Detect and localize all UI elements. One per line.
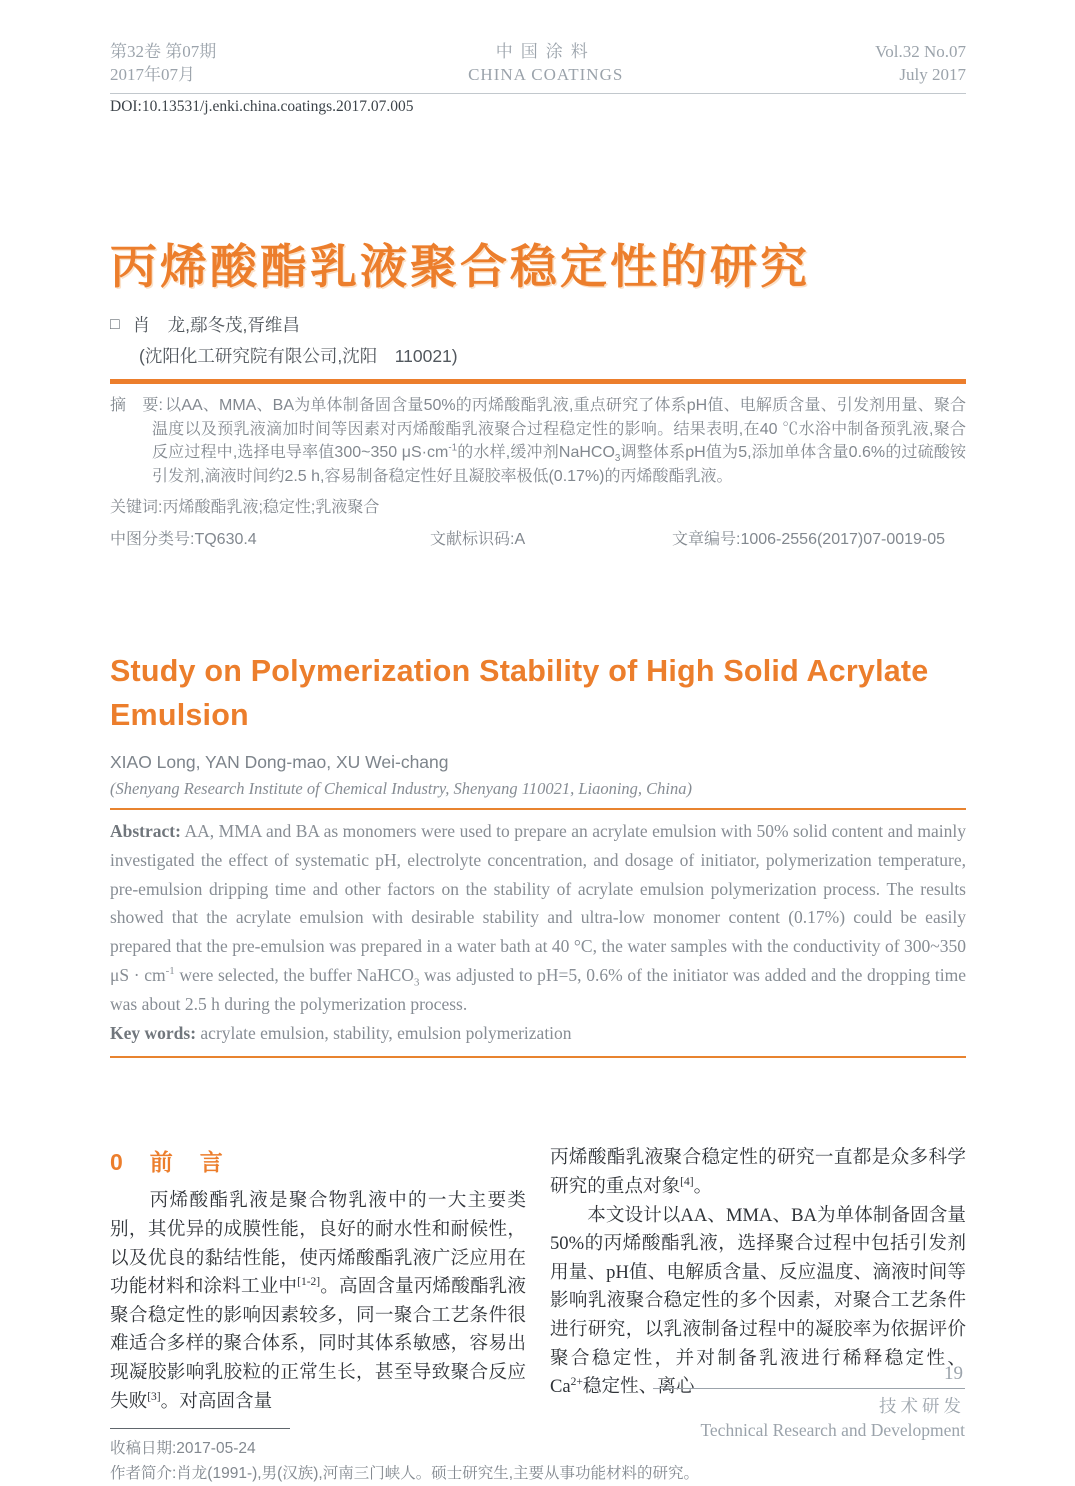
abstract-en <box>110 817 966 1019</box>
keywords-en-text: acrylate emulsion, stability, emulsion polymerization <box>196 1022 572 1043</box>
article-id: 文章编号:1006-2556(2017)07-0019-05 <box>672 531 946 548</box>
page-footer <box>645 1363 965 1441</box>
article-title-en: Study on Polymerization Stability of High Solid Acrylate Emulsion <box>110 654 929 732</box>
orange-divider-bottom <box>110 1056 966 1058</box>
header-volume-issue <box>110 40 216 86</box>
footer-divider <box>653 1388 965 1389</box>
section-heading-0: 0 前 言 <box>110 1149 225 1176</box>
author-bio: 作者简介:肖龙(1991-),男(汉族),河南三门峡人。硕士研究生,主要从事功能材料的研究。 <box>110 1465 700 1483</box>
footnote-block <box>110 1428 526 1461</box>
authors-en: XIAO Long, YAN Dong-mao, XU Wei-chang <box>110 752 449 772</box>
abstract-en-text: AA, MMA and BA as monomers were used to prepare an acrylate emulsion with 50% solid content and mainly investigated the effect of systematic pH, electrolyte concentration, and dosage of initiator, polymerization temperature, pre-emulsion dripping time and other factors on the stability of acrylate emulsion polymerization process. The results showed that the acrylate emulsion with desirable stability and ultra-low monomer content (0.17%) could be easily prepared that the pre-emulsion was prepared in a water bath at 40 °C, the water samples with the conductivity of 300~350 $\mu S \cdot cm^{-1}$ were selected, the buffer NaHCO$_3$ was adjusted to pH=5, 0.6% of the initiator was added and the dropping time was about 2.5 h during the polymerization process. <box>110 821 966 1014</box>
journal-name-en: CHINA COATINGS <box>468 65 624 84</box>
abstract-en-label: Abstract: <box>110 821 181 841</box>
orange-divider-thick <box>110 379 966 384</box>
article-title-cn: 丙烯酸酯乳液聚合稳定性的研究 <box>110 240 810 293</box>
received-date: 收稿日期:2017-05-24 <box>110 1440 256 1458</box>
left-column <box>110 1144 526 1461</box>
author-square-marker-icon: □ <box>110 315 120 333</box>
column-title-en: Technical Research and Development <box>700 1420 965 1440</box>
header-volume-en <box>875 40 966 86</box>
page-content <box>110 0 966 1486</box>
journal-header <box>110 0 966 94</box>
abstract-cn-text: 以AA、MMA、BA为单体制备固含量50%的丙烯酸酯乳液,重点研究了体系pH值、电解质含量、引发剂用量、聚合温度以及预乳液滴加时间等因素对丙烯酸酯乳液聚合过程稳定性的影响。结果表明,在40 ℃水浴中制备预乳液,聚合反应过程中,选择电导率值300~350 $\mu S\cdot cm^{-1}$的水样,缓冲剂NaHCO$_3$调整体系pH值为5,添加单体含量0.6%的过硫酸铵引发剂,滴液时间约2.5 h,容易制备稳定性好且凝胶率极低(0.17%)的丙烯酸酯乳液。 <box>152 397 966 485</box>
authors-cn: 肖 龙,鄢冬茂,胥维昌 <box>132 315 300 335</box>
classification-row <box>110 526 966 549</box>
intro-paragraph-right-1: 丙烯酸酯乳液聚合稳定性的研究一直都是众多科学研究的重点对象[4]。 <box>550 1147 966 1197</box>
abstract-cn-label: 摘 要: <box>110 397 163 414</box>
intro-paragraph-left: 丙烯酸酯乳液是聚合物乳液中的一大主要类别，其优异的成膜性能，良好的耐水性和耐候性，以及优良的黏结性能，使丙烯酸酯乳液广泛应用在功能材料和涂料工业中[1-2]。高固含量丙烯酸酯乳液聚合稳定性的影响因素较多，同一聚合工艺条件很难适合多样的聚合体系，同时其体系敏感，容易出现凝胶影响乳胶粒的正常生长，甚至导致聚合反应失败[3]。对高固含量 <box>110 1190 526 1412</box>
intro-paragraph-right-2: 本文设计以AA、MMA、BA为单体制备固含量50%的丙烯酸酯乳液，选择聚合过程中包括引发剂用量、pH值、电解质含量、反应温度、滴液时间等影响乳液聚合稳定性的多个因素，对聚合工艺条件进行研究，以乳液制备过程中的凝胶率为依据评价聚合稳定性，并对制备乳液进行稀释稳定性、$Ca^{2+}$稳定性、离心 <box>550 1204 966 1398</box>
orange-divider-top <box>110 808 966 810</box>
affiliation-cn: (沈阳化工研究院有限公司,沈阳 110021) <box>139 346 458 366</box>
abstract-cn <box>110 394 966 488</box>
keywords-cn: 关键词:丙烯酸酯乳液;稳定性;乳液聚合 <box>110 499 380 516</box>
keywords-en <box>110 1019 966 1048</box>
page-number: 19 <box>944 1363 963 1384</box>
date-cn: 2017年07月 <box>110 65 195 84</box>
affiliation-en: (Shenyang Research Institute of Chemical Industry, Shenyang 110021, Liaoning, China) <box>110 779 693 798</box>
clc-number: 中图分类号:TQ630.4 <box>110 531 257 548</box>
document-code: 文献标识码:A <box>430 531 526 548</box>
footnote-divider <box>110 1428 290 1429</box>
volume-issue-cn: 第32卷 第07期 <box>110 42 217 61</box>
keywords-en-label: Key words: <box>110 1022 197 1043</box>
journal-name-cn: 中国涂料 <box>495 42 596 61</box>
column-title-cn: 技术研发 <box>879 1396 965 1416</box>
date-en: July 2017 <box>899 65 966 84</box>
vol-no-en: Vol.32 No.07 <box>875 42 966 61</box>
doi: DOI:10.13531/j.enki.china.coatings.2017.07.005 <box>110 98 414 115</box>
header-journal-name <box>468 40 623 86</box>
authors-cn-row <box>110 312 966 337</box>
